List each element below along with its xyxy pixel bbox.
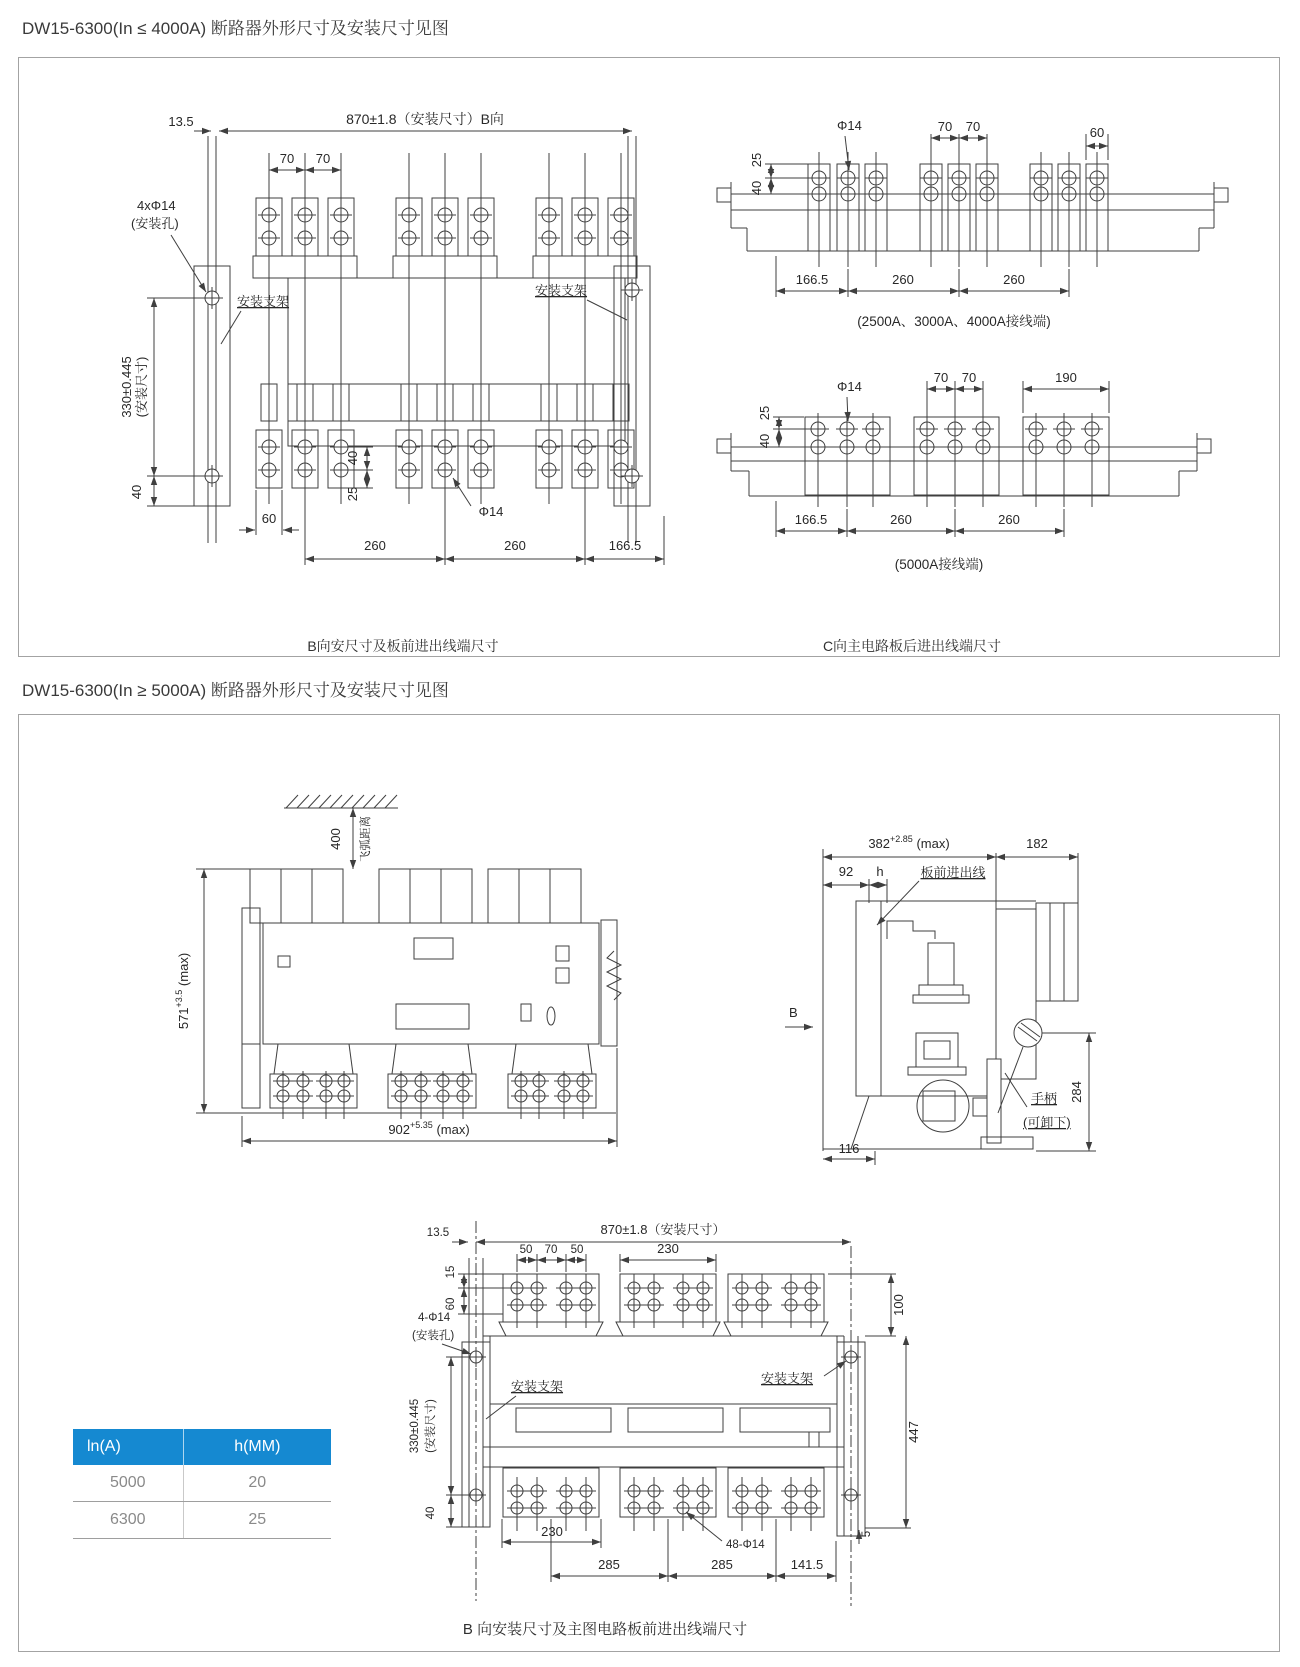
dim-25: 25	[749, 152, 764, 168]
terminal-columns	[273, 1071, 593, 1119]
dim-15: 15	[445, 1265, 457, 1279]
label-bracket-left: 安装支架	[511, 1379, 564, 1394]
dim-230: 230	[657, 1241, 679, 1256]
front-view-caption: B向安尺寸及板前进出线端尺寸	[307, 638, 499, 654]
label-mount-holes: 4-Φ14	[418, 1312, 451, 1324]
dim-260: 260	[364, 538, 386, 553]
cell-ina: 5000	[109, 1474, 146, 1491]
rear1-caption: (2500A、3000A、4000A接线端)	[857, 314, 1051, 329]
dim-285: 285	[711, 1557, 733, 1572]
section1-title: DW15-6300(In ≤ 4000A) 断路器外形尺寸及安装尺寸见图	[22, 19, 449, 38]
dim-50: 50	[570, 1244, 584, 1256]
dim-870: 870±1.8（安装尺寸）B向	[346, 111, 504, 127]
dim-400: 400	[328, 828, 343, 850]
rear-view-caption: C向主电路板后进出线端尺寸	[822, 638, 1002, 654]
cell-hmm: 20	[183, 1465, 331, 1501]
label-bracket-right: 安装支架	[535, 283, 588, 298]
col-header-hmm: h(MM)	[183, 1429, 331, 1465]
dim-70: 70	[933, 370, 949, 385]
label-b-view: B	[789, 1005, 798, 1020]
dim-330u: (安装尺寸)	[134, 356, 149, 418]
label-bracket-right: 安装支架	[761, 1371, 814, 1386]
dim-166-5: 166.5	[795, 272, 829, 287]
dim-260: 260	[1003, 272, 1025, 287]
dim-382: $382^{+2.85}$ (max)	[868, 834, 950, 851]
dim-447: 447	[906, 1421, 921, 1443]
label-mount-holes2: (安装孔)	[131, 216, 179, 231]
rear-terminals-5000	[709, 351, 1249, 586]
section2-frame	[18, 714, 1280, 1652]
dim-40: 40	[757, 433, 772, 449]
dim-230b: 230	[541, 1524, 563, 1539]
profile-dimensions	[785, 834, 1096, 1165]
dim-116: 116	[838, 1141, 860, 1156]
dim-25: 25	[345, 486, 360, 502]
label-48-phi14: 48-Φ14	[726, 1539, 765, 1551]
rear-terminals-2500-4000	[709, 106, 1249, 346]
dim-571: $571^{+3.5}$ (max)	[174, 952, 191, 1030]
dim-60: 60	[1089, 125, 1105, 140]
col-header-ina: ln(A)	[87, 1438, 121, 1455]
dim-260: 260	[890, 512, 912, 527]
cell-ina: 6300	[109, 1511, 146, 1528]
side-elevation-drawing	[166, 736, 686, 1156]
dim-70: 70	[961, 370, 977, 385]
rear2-caption: (5000A接线端)	[894, 557, 984, 572]
terminal-columns-top	[507, 1274, 821, 1328]
dim-h: h	[876, 864, 884, 879]
dim-70: 70	[937, 119, 953, 134]
dim-70: 70	[544, 1244, 558, 1256]
label-handle2: (可卸下)	[1023, 1115, 1071, 1130]
dim-330: 330±0.445	[119, 356, 134, 418]
dim-40: 40	[749, 180, 764, 196]
spec-table-header	[73, 1429, 331, 1465]
front-view-drawing	[119, 98, 699, 628]
profile-view-drawing	[691, 761, 1161, 1171]
label-mount-holes2: (安装孔)	[412, 1330, 455, 1342]
dim-13-5: 13.5	[168, 114, 194, 129]
dim-25: 25	[757, 405, 772, 421]
dim-260: 260	[998, 512, 1020, 527]
mount-view-drawing	[376, 1146, 956, 1616]
dim-5: 5	[861, 1530, 873, 1538]
dim-182: 182	[1026, 836, 1048, 851]
front-view-dimensions	[119, 111, 664, 565]
dim-13-5: 13.5	[426, 1227, 450, 1239]
dim-40: 40	[129, 484, 144, 500]
dim-330: 330±0.445	[409, 1398, 421, 1454]
dim-870: 870±1.8（安装尺寸）	[600, 1222, 726, 1237]
dim-260: 260	[504, 538, 526, 553]
dim-285: 285	[598, 1557, 620, 1572]
label-bracket-left: 安装支架	[237, 294, 290, 309]
section2-title: DW15-6300(In ≥ 5000A) 断路器外形尺寸及安装尺寸见图	[22, 681, 449, 700]
section1-frame	[18, 57, 1280, 657]
dim-166-5: 166.5	[794, 512, 828, 527]
dim-190: 190	[1055, 370, 1077, 385]
dim-166-5: 166.5	[608, 538, 642, 553]
dim-40: 40	[425, 1506, 437, 1520]
rear1-dimensions	[749, 118, 1108, 297]
dim-phi14: Φ14	[837, 379, 862, 394]
dim-phi14: Φ14	[478, 504, 504, 519]
dim-60: 60	[445, 1297, 457, 1311]
dim-284: 284	[1069, 1081, 1084, 1103]
table-row	[73, 1502, 331, 1539]
dim-260: 260	[892, 272, 914, 287]
side-structure	[236, 869, 621, 1119]
dim-141-5: 141.5	[790, 1557, 824, 1572]
dim-60: 60	[261, 511, 277, 526]
mount-hole	[621, 279, 643, 301]
dim-phi14: Φ14	[837, 118, 862, 133]
dim-70: 70	[279, 151, 295, 166]
table-row	[73, 1465, 331, 1502]
dim-330u: (安装尺寸)	[425, 1399, 437, 1453]
mount-view-caption: B 向安装尺寸及主图电路板前进出线端尺寸	[462, 1621, 748, 1638]
dim-70: 70	[315, 151, 331, 166]
rear1-structure	[717, 152, 1228, 267]
terminal-columns-bottom	[507, 1477, 821, 1531]
label-arc-distance: 飞弧距离	[360, 816, 372, 862]
rear2-dimensions	[757, 370, 1109, 537]
label-mount-holes: 4xΦ14	[137, 198, 176, 213]
rear2-structure	[717, 413, 1211, 507]
ceiling-hatch	[284, 795, 398, 808]
front-view-structure	[194, 136, 650, 543]
dim-50: 50	[519, 1244, 533, 1256]
cell-hmm: 25	[183, 1502, 331, 1538]
dim-70: 70	[965, 119, 981, 134]
dim-92: 92	[838, 864, 854, 879]
dim-40-mid: 40	[345, 450, 360, 466]
terminal-columns	[807, 413, 1103, 507]
label-front-wiring: 板前进出线	[920, 865, 986, 880]
label-handle: 手柄	[1031, 1091, 1058, 1106]
spec-table	[73, 1429, 331, 1539]
dim-100: 100	[891, 1294, 906, 1316]
mount-structure	[462, 1221, 865, 1606]
dim-902: $902^{+5.35}$ (max)	[388, 1120, 470, 1137]
